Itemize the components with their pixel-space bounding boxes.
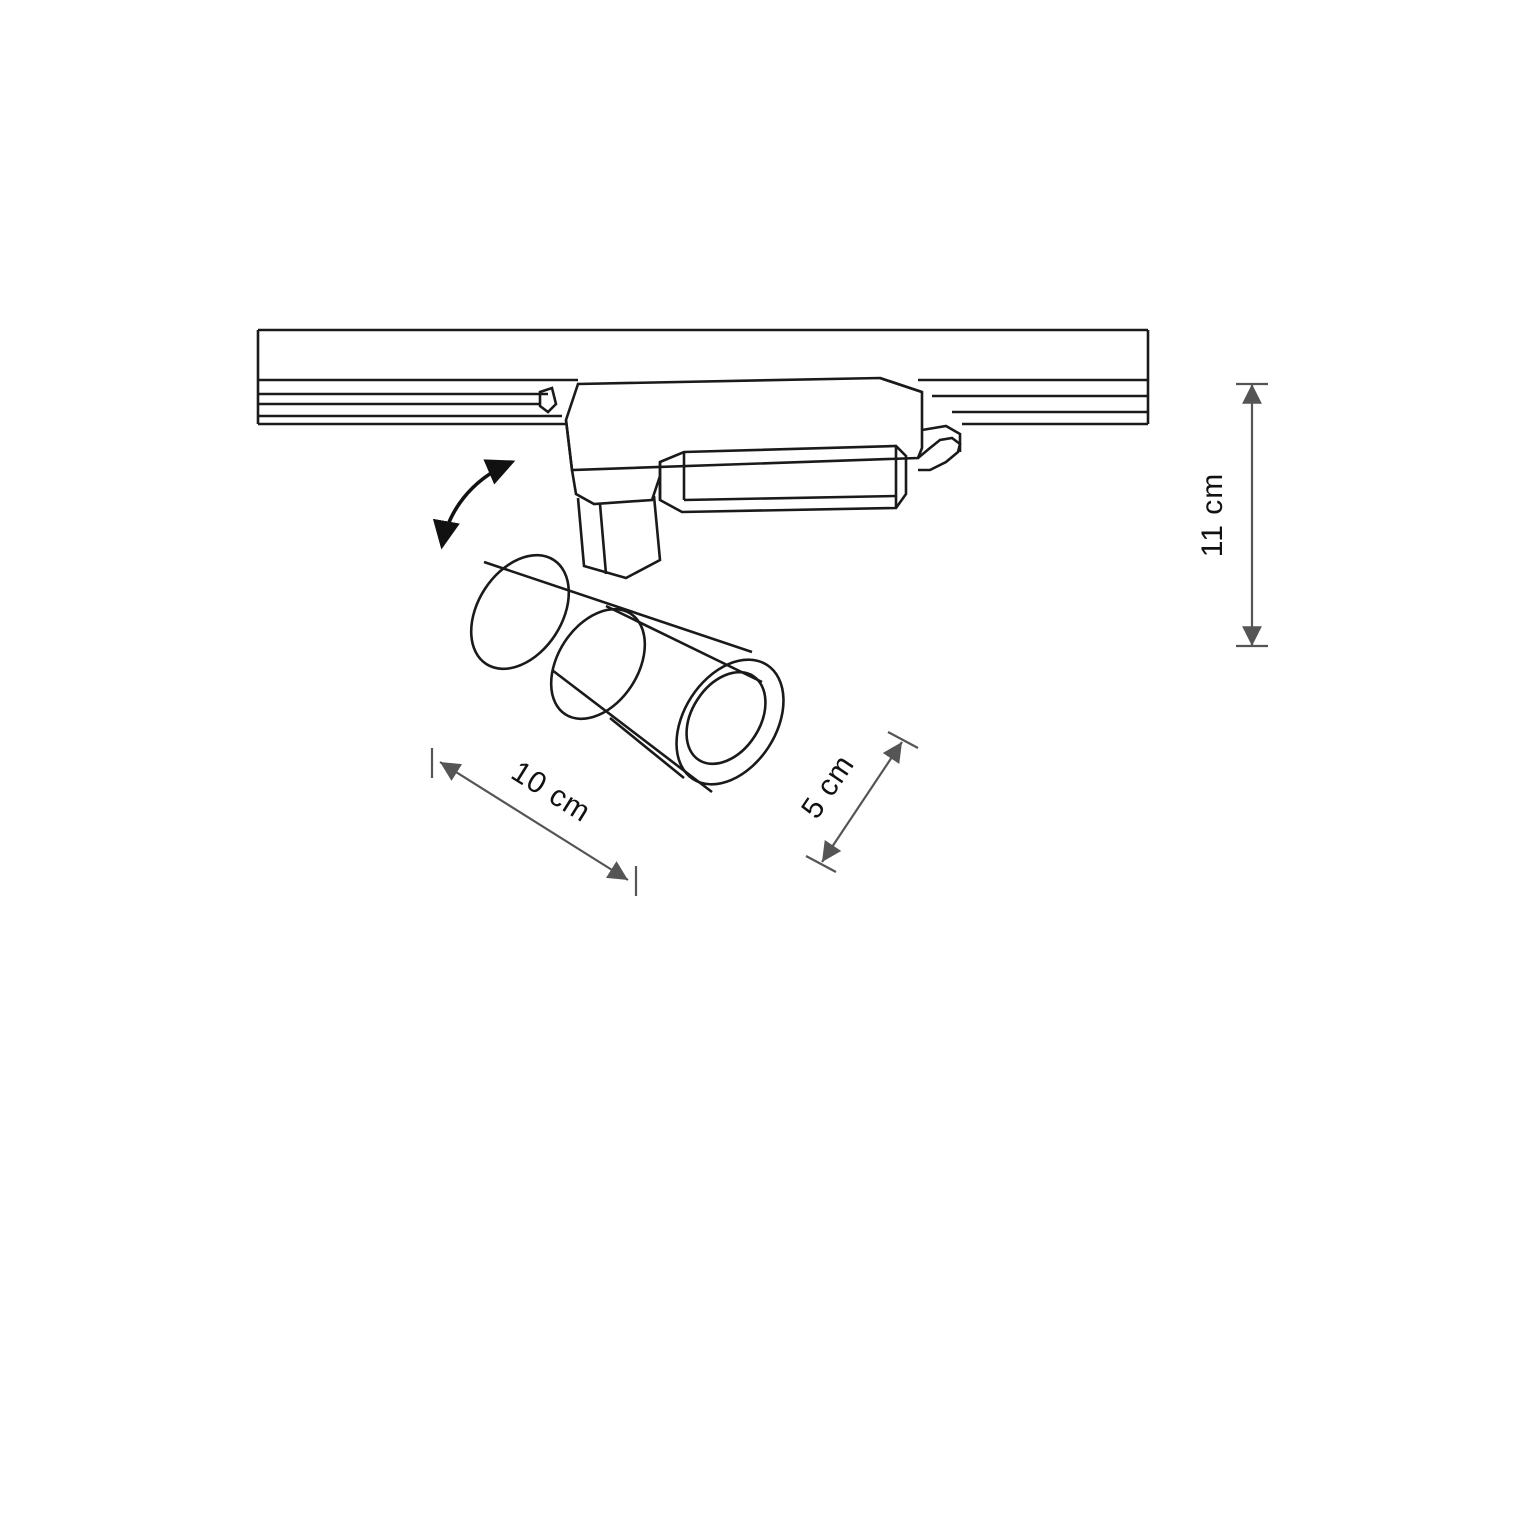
adapter-right-bevel (880, 378, 922, 392)
tilt-arrow (442, 462, 512, 546)
arm-inner-bottom (684, 496, 896, 500)
lamp-stem (578, 496, 660, 578)
head-body-line-bottom (610, 718, 684, 778)
stem-body (578, 496, 660, 578)
head-front-inner (670, 658, 781, 779)
adapter-body (566, 378, 922, 470)
head-front-rim (654, 640, 805, 804)
spotlight-arm (660, 446, 906, 512)
arm-body (660, 446, 906, 512)
track-latch-tab (540, 388, 556, 412)
height-dimension-label: 11 cm (1196, 472, 1229, 558)
track-adapter (566, 378, 960, 504)
head-body-line-top (606, 606, 762, 682)
diameter-tick-top (888, 732, 918, 748)
stem-crease (600, 504, 606, 574)
adapter-left-edge (566, 420, 572, 470)
tilt-arrow-path (442, 462, 512, 546)
adapter-right-foot (918, 438, 960, 470)
adapter-skirt (572, 470, 660, 504)
dimension-height (1236, 384, 1268, 646)
diameter-tick-bottom (806, 856, 836, 872)
track-rail (258, 330, 1148, 424)
head-mid-ring (532, 592, 664, 736)
diameter-dimension-label: 5 cm (795, 748, 862, 825)
length-dimension-label: 10 cm (505, 754, 597, 829)
head-back-cap (451, 537, 589, 687)
